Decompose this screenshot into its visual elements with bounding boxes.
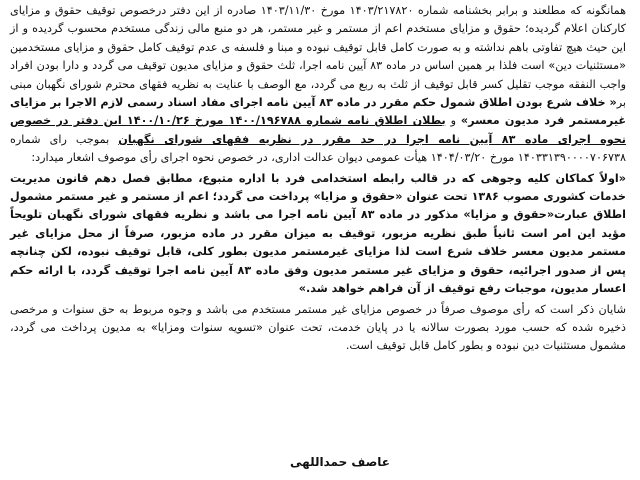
intro-text: همانگونه که مطلعند و برابر بخشنامه شماره ۱۴۰۳/۲۱۷۸۲۰ مورخ ۱۴۰۳/۱۱/۳۰ صادره از این دفتر درخصوص توقیف حقوق و مزایای کارکنان اعلام گردیده؛ حقوق و مزایای مستخدم اعم از مستمر و غیر مستمر، هر دو منبع مالی زندگی مستخدم محسوب گردیده و از این حیث هیچ تفاوتی باهم نداشته و به صورت کامل قابل توقیف نبوده و مبنا و فلسفه ی عدم توقیف کامل حقوق و مزایای مستخدمین «مستثنیات دین» است فلذا بر همین اساس در ماده ۸۳ آیین نامه اجرا، ثلث حقوق و مزایای مدیون توقیف می گردد و دارا بودن افراد واجب النفقه موجب تقلیل کسر قابل توقیف از ثلث به ربع می گردد، مع الوصف با عنایت به نظریه فقهای محترم شورای نگهبان مبنی بر	[10, 4, 626, 110]
signature-name: عاصف حمداللهی	[290, 455, 390, 469]
nullification-clause: بطلان اطلاق نامه شماره ۱۴۰۰/۱۹۶۷۸۸ مورخ ۱۴۰۰/۱۰/۲۶ این دفتر در خصوص نحوه اجرای ماده ۸۳ آیین نامه اجرا در حد مقرر در نظریه فقهای شورای نگهبان	[10, 114, 626, 146]
ruling-reference-text: بموجب رای شماره ۱۴۰۳۳۱۳۹۰۰۰۰۷۰۶۷۳۸ مورخ ۱۴۰۴/۰۳/۲۰ هیأت عمومی دیوان عدالت اداری، در خصوص نحوه اجرای رأی موصوف اشعار میدارد:	[10, 132, 626, 165]
guardian-council-quote: « خلاف شرع بودن اطلاق شمول حکم مقرر در ماده ۸۳ آیین نامه اجرای مفاد اسناد رسمی لازم الاجرا بر مزایای غیرمستمر فرد مدیون معسر»	[10, 96, 627, 128]
paragraph-intro	[10, 2, 626, 168]
conjunction-text: و	[445, 114, 461, 128]
paragraph-note: شایان ذکر است که رأی موصوف صرفاً در خصوص مزایای غیر مستمر مستخدم می باشد و وجوه مربوط به حق سنوات و مرخصی ذخیره شده که حسب مورد بصورت سالانه یا در پایان خدمت، تحت عنوان «تسویه سنوات ومزایا» به مدیون پرداخت می گردد، مشمول مستثنیات دین نبوده و بطور کامل قابل توقیف است.	[10, 302, 626, 353]
paragraph-ruling-quote: «اولاً کماکان کلیه وجوهی که در قالب رابطه استخدامی فرد با اداره متبوع، مطابق فصل دهم قانون مدیریت خدمات کشوری مصوب ۱۳۸۶ تحت عنوان «حقوق و مزایا» پرداخت می گردد؛ اعم از مستمر و غیر مستمر مشمول اطلاق عبارت«حقوق و مزایا» مذکور در ماده ۸۳ آیین نامه اجرا می باشد و نظریه فقهای شورای نگهبان تلویحاً مؤید این امر است ثانیاً طبق نظریه مزبور، توقیف به میزان مقرر در ماده مزبور، صرفاً از محل مزایای غیر مستمر مدیون معسر خلاف شرع است لذا مزایای غیرمستمر مدیون بطور کلی، قابل توقیف نبوده، لکن چنانچه پس از صدور اجرائیه، حقوق و مزایای غیر مستمر مدیون وفق ماده ۸۳ آیین نامه اجرا توقیف گردد، با ارائه حکم اعسار مدیون، موجبات رفع توقیف از آن فراهم خواهد شد.»	[10, 171, 626, 296]
